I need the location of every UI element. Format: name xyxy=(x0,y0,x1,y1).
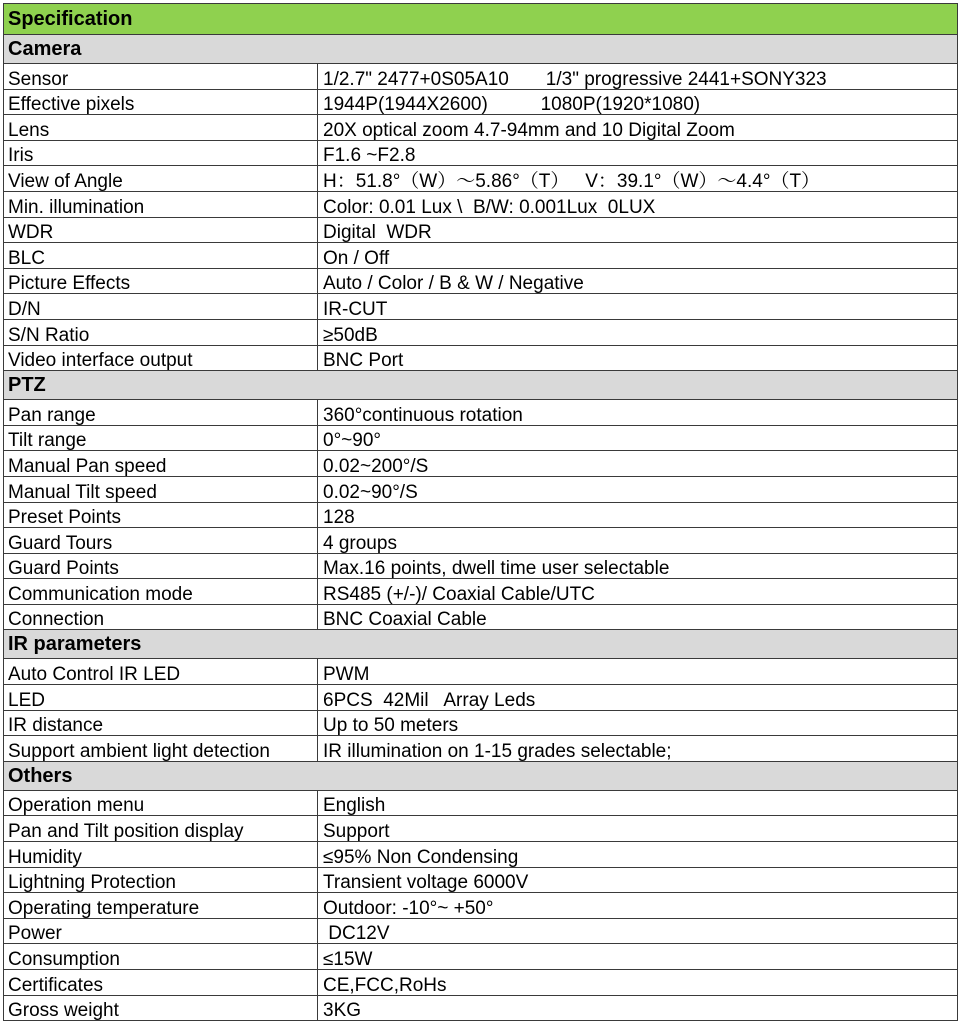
table-row xyxy=(4,400,958,426)
table-row xyxy=(4,816,958,842)
spec-label: View of Angle xyxy=(4,166,318,192)
spec-label: Lens xyxy=(4,115,318,141)
spec-value: 3KG xyxy=(318,995,958,1021)
spec-label: Pan range xyxy=(4,400,318,426)
spec-value: H：51.8°（W）～5.86°（T） V：39.1°（W）～4.4°（T） xyxy=(318,166,958,192)
table-row xyxy=(4,918,958,944)
spec-value: Auto / Color / B & W / Negative xyxy=(318,268,958,294)
spec-value: Max.16 points, dwell time user selectable xyxy=(318,553,958,579)
table-row xyxy=(4,451,958,477)
spec-label: Effective pixels xyxy=(4,89,318,115)
spec-label: D/N xyxy=(4,294,318,320)
spec-label: Pan and Tilt position display xyxy=(4,816,318,842)
table-row xyxy=(4,319,958,345)
table-row xyxy=(4,553,958,579)
spec-value: 1/2.7" 2477+0S05A10 1/3" progressive 2441+SONY323 xyxy=(318,64,958,90)
spec-label: Operating temperature xyxy=(4,893,318,919)
spec-value: PWM xyxy=(318,659,958,685)
spec-value: BNC Coaxial Cable xyxy=(318,604,958,630)
table-row xyxy=(4,191,958,217)
spec-value: IR illumination on 1-15 grades selectable; xyxy=(318,736,958,762)
table-row xyxy=(4,502,958,528)
table-row xyxy=(4,995,958,1021)
table-row xyxy=(4,345,958,371)
table-row xyxy=(4,166,958,192)
section-header-row xyxy=(4,761,958,790)
spec-value: 0.02~90°/S xyxy=(318,476,958,502)
spec-label: WDR xyxy=(4,217,318,243)
spec-value: Outdoor: -10°~ +50° xyxy=(318,893,958,919)
spec-value: ≥50dB xyxy=(318,319,958,345)
table-row xyxy=(4,294,958,320)
table-title: Specification xyxy=(4,4,958,35)
spec-value: IR-CUT xyxy=(318,294,958,320)
spec-label: Humidity xyxy=(4,842,318,868)
spec-value: 20X optical zoom 4.7-94mm and 10 Digital Zoom xyxy=(318,115,958,141)
spec-value: Digital WDR xyxy=(318,217,958,243)
section-header: Camera xyxy=(4,35,958,64)
spec-label: Guard Tours xyxy=(4,528,318,554)
table-row xyxy=(4,528,958,554)
table-row xyxy=(4,842,958,868)
table-row xyxy=(4,425,958,451)
section-header-row xyxy=(4,371,958,400)
spec-value: RS485 (+/-)/ Coaxial Cable/UTC xyxy=(318,579,958,605)
section-header: PTZ xyxy=(4,371,958,400)
spec-value: BNC Port xyxy=(318,345,958,371)
section-header-row xyxy=(4,630,958,659)
spec-label: Auto Control IR LED xyxy=(4,659,318,685)
spec-label: Power xyxy=(4,918,318,944)
spec-value: On / Off xyxy=(318,243,958,269)
spec-label: BLC xyxy=(4,243,318,269)
spec-label: Video interface output xyxy=(4,345,318,371)
spec-label: S/N Ratio xyxy=(4,319,318,345)
spec-value: 6PCS 42Mil Array Leds xyxy=(318,685,958,711)
spec-value: 360°continuous rotation xyxy=(318,400,958,426)
spec-value: 128 xyxy=(318,502,958,528)
section-header: IR parameters xyxy=(4,630,958,659)
spec-value: English xyxy=(318,790,958,816)
spec-label: Iris xyxy=(4,140,318,166)
spec-value: Support xyxy=(318,816,958,842)
spec-value: F1.6 ~F2.8 xyxy=(318,140,958,166)
spec-value: ≤95% Non Condensing xyxy=(318,842,958,868)
table-row xyxy=(4,64,958,90)
spec-value: Color: 0.01 Lux \ B/W: 0.001Lux 0LUX xyxy=(318,191,958,217)
spec-label: Lightning Protection xyxy=(4,867,318,893)
spec-label: Gross weight xyxy=(4,995,318,1021)
specification-table xyxy=(3,3,958,1021)
spec-label: LED xyxy=(4,685,318,711)
spec-label: Communication mode xyxy=(4,579,318,605)
spec-label: Preset Points xyxy=(4,502,318,528)
spec-value: DC12V xyxy=(318,918,958,944)
table-row xyxy=(4,790,958,816)
table-row xyxy=(4,659,958,685)
table-row xyxy=(4,736,958,762)
spec-value: Up to 50 meters xyxy=(318,710,958,736)
table-row xyxy=(4,243,958,269)
section-header: Others xyxy=(4,761,958,790)
spec-label: Manual Pan speed xyxy=(4,451,318,477)
spec-value: 0.02~200°/S xyxy=(318,451,958,477)
table-row xyxy=(4,867,958,893)
spec-value: Transient voltage 6000V xyxy=(318,867,958,893)
spec-label: Connection xyxy=(4,604,318,630)
table-row xyxy=(4,268,958,294)
spec-value: ≤15W xyxy=(318,944,958,970)
spec-value: 4 groups xyxy=(318,528,958,554)
table-row xyxy=(4,476,958,502)
table-title-row xyxy=(4,4,958,35)
section-header-row xyxy=(4,35,958,64)
spec-value: CE,FCC,RoHs xyxy=(318,970,958,996)
table-row xyxy=(4,217,958,243)
table-row xyxy=(4,604,958,630)
spec-label: Manual Tilt speed xyxy=(4,476,318,502)
spec-value: 1944P(1944X2600) 1080P(1920*1080) xyxy=(318,89,958,115)
spec-label: Min. illumination xyxy=(4,191,318,217)
table-row xyxy=(4,579,958,605)
table-row xyxy=(4,89,958,115)
table-row xyxy=(4,970,958,996)
spec-label: Support ambient light detection xyxy=(4,736,318,762)
specification-table-body xyxy=(4,4,958,1021)
spec-label: Consumption xyxy=(4,944,318,970)
spec-label: Tilt range xyxy=(4,425,318,451)
spec-label: IR distance xyxy=(4,710,318,736)
table-row xyxy=(4,140,958,166)
table-row xyxy=(4,710,958,736)
spec-value: 0°~90° xyxy=(318,425,958,451)
spec-label: Picture Effects xyxy=(4,268,318,294)
table-row xyxy=(4,944,958,970)
spec-label: Guard Points xyxy=(4,553,318,579)
table-row xyxy=(4,115,958,141)
spec-label: Operation menu xyxy=(4,790,318,816)
spec-label: Certificates xyxy=(4,970,318,996)
table-row xyxy=(4,685,958,711)
table-row xyxy=(4,893,958,919)
spec-label: Sensor xyxy=(4,64,318,90)
